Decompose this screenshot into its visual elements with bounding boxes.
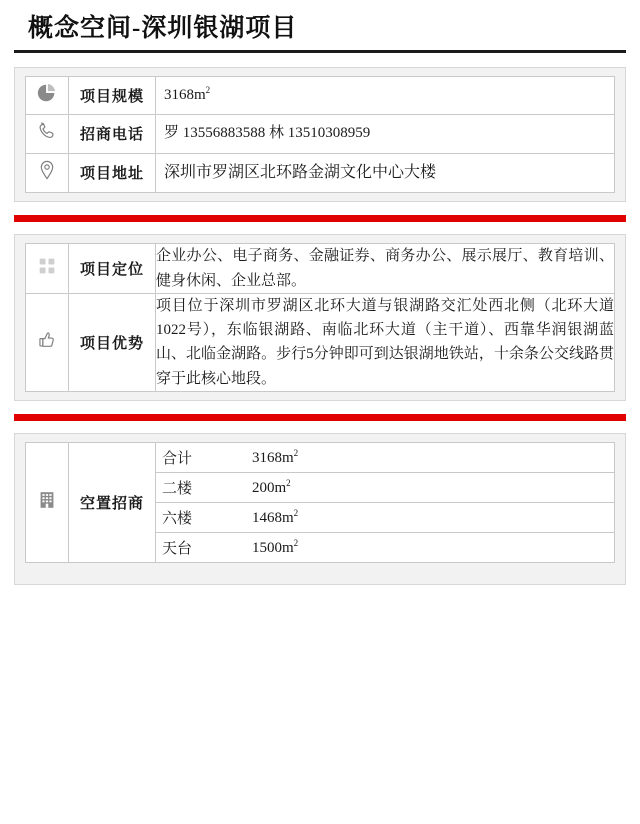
vacancy-item-value-text: 3168m [252,450,294,467]
basic-info-value-cell [156,115,615,153]
vacancy-item-value [246,443,614,473]
row-label: 空置招商 [79,496,144,513]
vacancy-item-value-text: 1500m [252,540,294,557]
row-label: 招商电话 [79,127,144,144]
vacancy-breakdown-table [156,443,614,562]
vacancy-item-name: 合计 [156,443,246,473]
location-pin-icon [36,159,58,181]
row-value: 项目位于深圳市罗湖区北环大道与银湖路交汇处西北侧（北环大道1022号），东临银湖路、南临北环大道（主干道）、西靠华润银湖蓝山、北临金湖路。步行5分钟即可到达银湖地铁站，十余条公交线路贯穿于此核心地段。 [156,293,615,391]
table-row [26,115,615,153]
table-row [26,77,615,115]
pie-chart-icon [36,82,58,104]
table-row [26,244,615,294]
row-label: 项目优势 [79,335,144,352]
table-row [156,503,614,533]
row-value [156,77,614,114]
positioning-panel [14,234,626,401]
vacancy-item-value [246,473,614,503]
vacancy-item-unit: 2 [286,478,291,489]
vacancy-item-name: 六楼 [156,503,246,533]
grid-squares-icon-cell [26,244,69,294]
pie-chart-icon-cell [26,77,69,115]
page-title: 概念空间-深圳银湖项目 [28,15,298,42]
vacancy-label-cell [69,443,156,563]
vacancy-table [25,442,615,563]
basic-info-label-cell [69,153,156,193]
row-label: 项目定位 [79,262,144,279]
building-icon-cell [26,443,69,563]
page-title-block [14,14,626,53]
vacancy-item-value-text: 200m [252,480,287,497]
vacancy-item-value [246,533,614,563]
row-value: 深圳市罗湖区北环路金湖文化中心大楼 [164,163,437,181]
row-value-unit: 2 [205,85,211,95]
document-page [0,14,640,824]
table-row [156,473,614,503]
vacancy-panel [14,433,626,585]
phone-icon [36,120,58,142]
basic-info-panel [14,67,626,202]
row-value: 企业办公、电子商务、金融证券、商务办公、展示展厅、教育培训、健身休闲、企业总部。 [156,244,615,294]
red-divider-2 [14,414,626,421]
thumbs-up-icon-cell [26,293,69,391]
grid-squares-icon [36,255,58,277]
advantage-label-cell [69,293,156,391]
row-value-text: 3168m [164,87,206,103]
vacancy-item-unit: 2 [293,508,299,519]
vacancy-values-cell [156,443,615,563]
basic-info-table [25,76,615,193]
positioning-label-cell [69,244,156,294]
basic-info-value-cell [156,153,615,193]
vacancy-item-name: 天台 [156,533,246,563]
basic-info-value-cell [156,77,615,115]
basic-info-label-cell [69,77,156,115]
vacancy-item-unit: 2 [293,448,299,459]
positioning-table [25,243,615,392]
thumbs-up-icon [36,329,58,351]
vacancy-item-value [246,503,614,533]
row-value: 罗 13556883588 林 13510308959 [164,125,371,142]
table-row [156,443,614,473]
vacancy-item-name: 二楼 [156,473,246,503]
row-label: 项目地址 [79,166,144,183]
table-row [26,443,615,563]
vacancy-item-value-text: 1468m [252,510,294,527]
table-row [156,533,614,563]
building-icon [36,489,58,511]
basic-info-label-cell [69,115,156,153]
table-row [26,293,615,391]
vacancy-item-unit: 2 [293,538,299,549]
phone-icon-cell [26,115,69,153]
row-label: 项目规模 [79,89,144,106]
table-row [26,153,615,193]
red-divider-1 [14,215,626,222]
location-pin-icon-cell [26,153,69,193]
